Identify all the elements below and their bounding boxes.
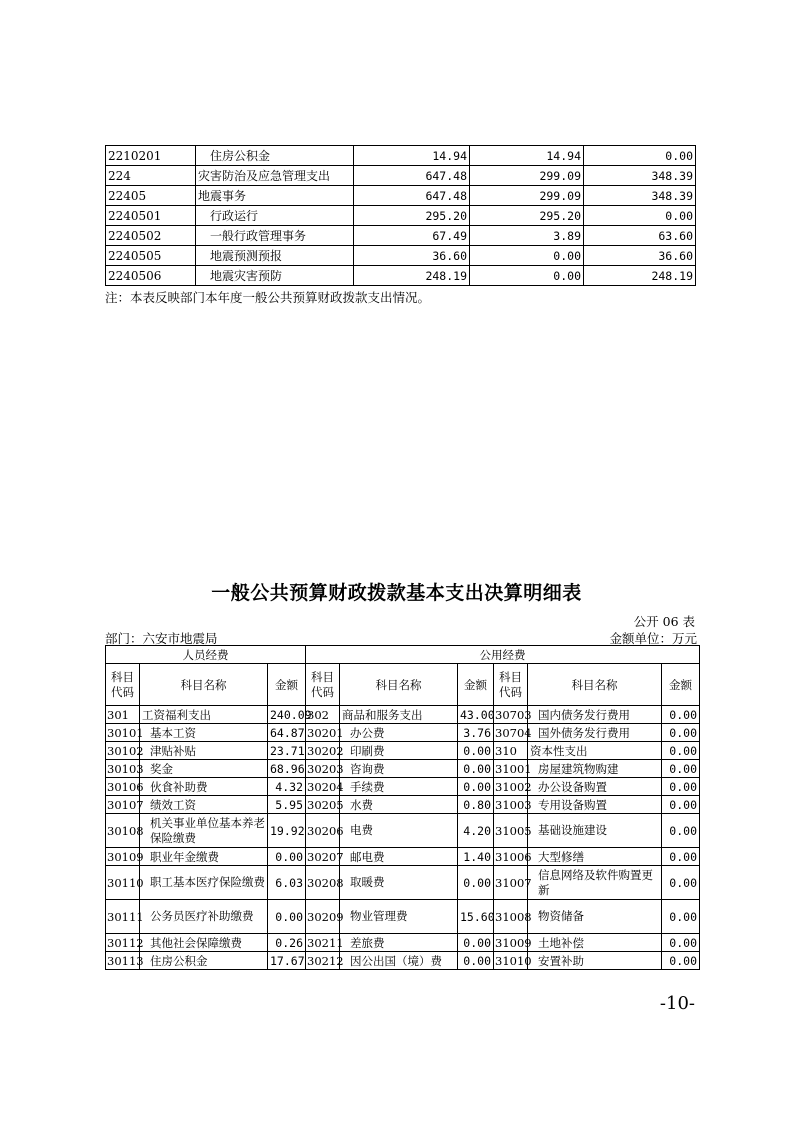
subject-name-cell: 机关事业单位基本养老保险缴费 <box>140 814 268 848</box>
table-row <box>106 760 700 778</box>
table-row <box>106 814 700 848</box>
amount-cell: 0.00 <box>662 866 700 900</box>
col-name-header: 科目名称 <box>528 664 662 706</box>
table-row <box>106 146 696 166</box>
subject-code-cell: 22405 <box>106 186 196 206</box>
table-row <box>106 848 700 866</box>
subject-code-cell: 30203 <box>307 761 344 776</box>
amount-cell: 68.96 <box>268 760 306 778</box>
subject-name-cell: 行政运行 <box>196 206 354 226</box>
subject-code-cell: 30207 <box>307 849 344 864</box>
subject-name-cell: 房屋建筑物购建 <box>528 760 662 778</box>
subject-code-cell: 30209 <box>306 900 340 934</box>
amount-cell: 240.09 <box>268 706 306 724</box>
subject-name-cell: 住房公积金 <box>196 146 354 166</box>
subject-name-cell: 工资福利支出 <box>140 706 268 724</box>
subject-code-cell: 30212 <box>307 953 344 968</box>
page-number: -10- <box>659 993 695 1014</box>
basic-expenditure-cell: 0.00 <box>470 266 584 286</box>
subject-name-cell: 办公设备购置 <box>528 778 662 796</box>
amount-cell: 0.00 <box>268 848 306 866</box>
amount-cell: 0.00 <box>458 934 494 952</box>
basic-expenditure-cell: 295.20 <box>470 206 584 226</box>
subject-code-cell: 30113 <box>107 953 144 968</box>
subject-code-cell: 30703 <box>495 707 532 722</box>
subject-code-cell: 2240505 <box>106 246 196 266</box>
subject-name-cell: 职工基本医疗保险缴费 <box>140 866 268 900</box>
subject-name-cell: 安置补助 <box>528 952 662 970</box>
subject-code-cell: 2240506 <box>106 266 196 286</box>
subject-name-cell: 手续费 <box>340 778 458 796</box>
amount-cell: 0.00 <box>458 866 494 900</box>
table-row <box>106 796 700 814</box>
subject-name-cell: 住房公积金 <box>140 952 268 970</box>
subject-code-cell: 30202 <box>307 743 344 758</box>
subject-code-cell: 310 <box>494 742 528 760</box>
basic-expenditure-cell: 0.00 <box>470 246 584 266</box>
group-public-header: 公用经费 <box>306 646 700 664</box>
subject-name-cell: 印刷费 <box>340 742 458 760</box>
amount-cell: 0.26 <box>268 934 306 952</box>
amount-cell: 64.87 <box>268 724 306 742</box>
subject-name-cell: 奖金 <box>140 760 268 778</box>
subject-code-cell: 30110 <box>106 866 140 900</box>
table-row <box>106 186 696 206</box>
project-expenditure-cell: 248.19 <box>584 266 696 286</box>
subject-name-cell: 资本性支出 <box>528 742 662 760</box>
subject-name-cell: 咨询费 <box>340 760 458 778</box>
amount-cell: 5.95 <box>268 796 306 814</box>
amount-cell: 4.20 <box>458 814 494 848</box>
amount-cell: 0.00 <box>662 742 700 760</box>
subject-code-cell: 301 <box>106 706 140 724</box>
table-row <box>106 206 696 226</box>
total-amount-cell: 295.20 <box>354 206 470 226</box>
col-name-header: 科目名称 <box>140 664 268 706</box>
project-expenditure-cell: 36.60 <box>584 246 696 266</box>
table-row <box>106 706 700 724</box>
col-amount-header: 金额 <box>458 664 494 706</box>
subject-name-cell: 国内债务发行费用 <box>528 706 662 724</box>
amount-cell: 0.00 <box>268 900 306 934</box>
amount-cell: 0.00 <box>458 778 494 796</box>
amount-cell: 0.80 <box>458 796 494 814</box>
subject-name-cell: 基础设施建设 <box>528 814 662 848</box>
total-amount-cell: 67.49 <box>354 226 470 246</box>
amount-cell: 0.00 <box>458 742 494 760</box>
subject-code-cell: 30102 <box>107 743 144 758</box>
table-row <box>106 778 700 796</box>
table-row <box>106 952 700 970</box>
project-expenditure-cell: 348.39 <box>584 166 696 186</box>
amount-cell: 0.00 <box>662 706 700 724</box>
subject-name-cell: 土地补偿 <box>528 934 662 952</box>
total-amount-cell: 14.94 <box>354 146 470 166</box>
subject-name-cell: 水费 <box>340 796 458 814</box>
subject-code-cell: 31001 <box>495 761 532 776</box>
subject-code-cell: 31003 <box>495 797 532 812</box>
subject-code-cell: 30201 <box>307 725 344 740</box>
subject-code-cell: 30106 <box>107 779 144 794</box>
col-code-header: 科目代码 <box>106 664 140 706</box>
subject-name-cell: 地震灾害预防 <box>196 266 354 286</box>
total-amount-cell: 248.19 <box>354 266 470 286</box>
table-row <box>106 226 696 246</box>
subject-code-cell: 30204 <box>307 779 344 794</box>
subject-code-cell: 31002 <box>495 779 532 794</box>
col-amount-header: 金额 <box>268 664 306 706</box>
subject-code-cell: 302 <box>306 706 340 724</box>
subject-code-cell: 2240501 <box>106 206 196 226</box>
group-header-row <box>106 646 700 664</box>
subject-name-cell: 商品和服务支出 <box>340 706 458 724</box>
subject-name-cell: 邮电费 <box>340 848 458 866</box>
basic-expenditure-cell: 299.09 <box>470 166 584 186</box>
amount-cell: 0.00 <box>662 760 700 778</box>
subject-code-cell: 30103 <box>107 761 144 776</box>
expenditure-table-continued <box>105 145 696 286</box>
table-row <box>106 934 700 952</box>
subject-name-cell: 物资储备 <box>528 900 662 934</box>
total-amount-cell: 36.60 <box>354 246 470 266</box>
table-row <box>106 866 700 900</box>
col-code-header: 科目代码 <box>494 664 528 706</box>
subject-code-cell: 30704 <box>495 725 532 740</box>
amount-cell: 0.00 <box>458 760 494 778</box>
subject-code-cell: 30112 <box>107 935 144 950</box>
amount-cell: 15.60 <box>458 900 494 934</box>
table-row <box>106 246 696 266</box>
subject-code-cell: 30109 <box>107 849 144 864</box>
table-row <box>106 266 696 286</box>
amount-cell: 17.67 <box>268 952 306 970</box>
subject-code-cell: 30208 <box>306 866 340 900</box>
subject-code-cell: 30108 <box>106 814 140 848</box>
col-code-header: 科目代码 <box>306 664 340 706</box>
subject-name-cell: 津贴补贴 <box>140 742 268 760</box>
subject-name-cell: 职业年金缴费 <box>140 848 268 866</box>
amount-cell: 0.00 <box>662 724 700 742</box>
basic-expenditure-cell: 299.09 <box>470 186 584 206</box>
total-amount-cell: 647.48 <box>354 186 470 206</box>
amount-unit-label: 金额单位：万元 <box>609 631 697 646</box>
department-label: 部门：六安市地震局 <box>105 631 218 646</box>
subject-name-cell: 电费 <box>340 814 458 848</box>
amount-cell: 23.71 <box>268 742 306 760</box>
amount-cell: 43.00 <box>458 706 494 724</box>
project-expenditure-cell: 63.60 <box>584 226 696 246</box>
subject-name-cell: 差旅费 <box>340 934 458 952</box>
subject-code-cell: 30205 <box>307 797 344 812</box>
subject-code-cell: 31008 <box>494 900 528 934</box>
subject-name-cell: 灾害防治及应急管理支出 <box>196 166 354 186</box>
subject-name-cell: 地震预测预报 <box>196 246 354 266</box>
col-amount-header: 金额 <box>662 664 700 706</box>
project-expenditure-cell: 348.39 <box>584 186 696 206</box>
subject-name-cell: 基本工资 <box>140 724 268 742</box>
column-header-row <box>106 664 700 706</box>
subject-name-cell: 一般行政管理事务 <box>196 226 354 246</box>
subject-code-cell: 31009 <box>495 935 532 950</box>
amount-cell: 0.00 <box>662 814 700 848</box>
table-row <box>106 724 700 742</box>
amount-cell: 0.00 <box>662 796 700 814</box>
subject-code-cell: 30206 <box>306 814 340 848</box>
subject-code-cell: 2240502 <box>106 226 196 246</box>
subject-name-cell: 公务员医疗补助缴费 <box>140 900 268 934</box>
subject-name-cell: 信息网络及软件购置更新 <box>528 866 662 900</box>
subject-name-cell: 因公出国（境）费 <box>340 952 458 970</box>
subject-name-cell: 地震事务 <box>196 186 354 206</box>
subject-name-cell: 伙食补助费 <box>140 778 268 796</box>
subject-name-cell: 办公费 <box>340 724 458 742</box>
project-expenditure-cell: 0.00 <box>584 146 696 166</box>
subject-name-cell: 其他社会保障缴费 <box>140 934 268 952</box>
amount-cell: 0.00 <box>662 900 700 934</box>
subject-code-cell: 30111 <box>106 900 140 934</box>
subject-code-cell: 31006 <box>495 849 532 864</box>
amount-cell: 6.03 <box>268 866 306 900</box>
subject-code-cell: 30107 <box>107 797 144 812</box>
amount-cell: 0.00 <box>662 934 700 952</box>
table-row <box>106 742 700 760</box>
subject-name-cell: 国外债务发行费用 <box>528 724 662 742</box>
page-title: 一般公共预算财政拨款基本支出决算明细表 <box>211 582 582 604</box>
subject-name-cell: 专用设备购置 <box>528 796 662 814</box>
subject-code-cell: 2210201 <box>106 146 196 166</box>
total-amount-cell: 647.48 <box>354 166 470 186</box>
basic-expenditure-cell: 3.89 <box>470 226 584 246</box>
basic-expenditure-detail-table <box>105 645 700 970</box>
amount-cell: 0.00 <box>458 952 494 970</box>
subject-code-cell: 31010 <box>495 953 532 968</box>
subject-name-cell: 取暖费 <box>340 866 458 900</box>
subject-code-cell: 31005 <box>494 814 528 848</box>
subject-name-cell: 绩效工资 <box>140 796 268 814</box>
amount-cell: 3.76 <box>458 724 494 742</box>
basic-expenditure-cell: 14.94 <box>470 146 584 166</box>
col-name-header: 科目名称 <box>340 664 458 706</box>
subject-code-cell: 30101 <box>107 725 144 740</box>
table-row <box>106 900 700 934</box>
group-personnel-header: 人员经费 <box>106 646 306 664</box>
subject-code-cell: 31007 <box>494 866 528 900</box>
subject-name-cell: 物业管理费 <box>340 900 458 934</box>
amount-cell: 0.00 <box>662 778 700 796</box>
amount-cell: 4.32 <box>268 778 306 796</box>
subject-code-cell: 30211 <box>307 935 344 950</box>
amount-cell: 0.00 <box>662 952 700 970</box>
subject-code-cell: 224 <box>106 166 196 186</box>
project-expenditure-cell: 0.00 <box>584 206 696 226</box>
amount-cell: 1.40 <box>458 848 494 866</box>
table-note: 注：本表反映部门本年度一般公共预算财政拨款支出情况。 <box>105 290 431 305</box>
table-row <box>106 166 696 186</box>
table-number: 公开 06 表 <box>633 614 695 629</box>
amount-cell: 19.92 <box>268 814 306 848</box>
amount-cell: 0.00 <box>662 848 700 866</box>
subject-name-cell: 大型修缮 <box>528 848 662 866</box>
